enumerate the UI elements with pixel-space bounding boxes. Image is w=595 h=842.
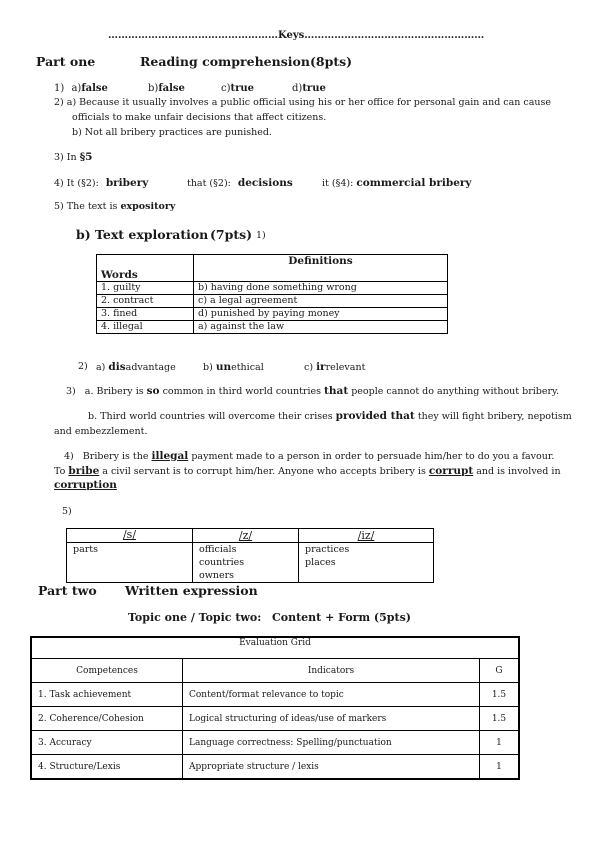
col-definitions: Definitions <box>194 255 448 282</box>
fill-word-corrupt: corrupt <box>428 465 474 477</box>
q1-c <box>221 83 254 94</box>
fill-t4: a civil servant is to corrupt him/her. Anyone who accepts bribery is <box>102 466 426 477</box>
combine-number: 3) <box>66 386 76 397</box>
grid-title-row <box>31 637 519 659</box>
q5-answer <box>54 201 175 212</box>
table-row <box>97 308 448 321</box>
prefix-b-rest: ethical <box>231 362 264 373</box>
combine-b-provided-that: provided that <box>335 410 415 422</box>
table-row <box>97 282 448 295</box>
s-word: parts <box>73 544 98 555</box>
fill-line-1 <box>64 450 554 462</box>
q1-b-label: b) <box>148 83 159 94</box>
prefix-a-rest: advantage <box>125 362 176 373</box>
table-row <box>97 321 448 334</box>
written-expression-title: Written expression <box>125 583 258 598</box>
combine-a-2: common in third world countries <box>162 386 322 397</box>
q4-ref-2 <box>187 177 293 189</box>
competence-cell: 1. Task achievement <box>31 683 183 707</box>
combine-b-1: b. Third world countries will overcome their crises <box>88 411 333 422</box>
grade-cell: 1.5 <box>480 683 520 707</box>
combine-a-1: a. Bribery is <box>84 386 144 397</box>
prefix-b-label: b) <box>203 362 213 373</box>
prefix-c-rest: relevant <box>325 362 366 373</box>
grid-title: Evaluation Grid <box>31 637 519 659</box>
fill-line-2 <box>54 465 561 477</box>
q1-c-answer: true <box>230 83 255 94</box>
fill-number: 4) <box>64 451 74 462</box>
table-row <box>31 755 519 780</box>
col-indicators: Indicators <box>183 659 480 683</box>
table-header-row <box>31 659 519 683</box>
q2-a-line1 <box>54 97 551 108</box>
indicator-cell: Logical structuring of ideas/use of markers <box>183 707 480 731</box>
combine-a-that: that <box>324 385 349 397</box>
iz-word: places <box>305 557 336 568</box>
definition-cell: c) a legal agreement <box>194 295 448 308</box>
combine-a-3: people cannot do anything without bribery. <box>351 386 560 397</box>
q4-p2: that (§2): <box>187 178 231 189</box>
q4-ref-3 <box>322 177 472 189</box>
competence-cell: 2. Coherence/Cohesion <box>31 707 183 731</box>
topic-points: Content + Form (5pts) <box>272 611 411 624</box>
prefix-b-bold: un <box>215 361 232 373</box>
sounds-table <box>66 528 434 583</box>
grade-cell: 1 <box>480 731 520 755</box>
combine-a-so: so <box>146 385 160 397</box>
q1-d-answer: true <box>302 83 326 94</box>
q3-paragraph: §5 <box>79 151 93 163</box>
s-cell <box>67 543 193 583</box>
table-row <box>67 543 434 583</box>
fill-t3: To <box>54 466 66 477</box>
prefix-c-bold: ir <box>316 361 326 373</box>
grade-cell: 1.5 <box>480 707 520 731</box>
prefix-b <box>203 361 264 373</box>
definition-cell: d) punished by paying money <box>194 308 448 321</box>
combine-b-2: they will fight bribery, nepotism <box>417 411 572 422</box>
indicator-cell: Language correctness: Spelling/punctuation <box>183 731 480 755</box>
combine-b <box>88 410 572 422</box>
z-word: countries <box>199 557 245 568</box>
combine-b-3: and embezzlement. <box>54 426 148 437</box>
q1-a-answer: false <box>81 83 108 94</box>
iz-word: practices <box>305 544 350 555</box>
competence-cell: 3. Accuracy <box>31 731 183 755</box>
keys-header: ……………………………………………Keys……………………………………………… <box>108 30 485 41</box>
fill-word-illegal: illegal <box>151 450 189 462</box>
q4-a1: bribery <box>105 177 149 189</box>
combine-a <box>66 385 559 397</box>
indicator-cell: Appropriate structure / lexis <box>183 755 480 780</box>
q2-number: 2) <box>54 97 64 108</box>
q3-text: 3) In <box>54 152 77 163</box>
reading-title: Reading comprehension <box>140 54 310 69</box>
table-header-row <box>97 255 448 282</box>
indicator-cell: Content/format relevance to topic <box>183 683 480 707</box>
z-word: owners <box>199 570 235 581</box>
q4-p3: it (§4): <box>322 178 354 189</box>
fill-t2: payment made to a person in order to persuade him/her to do you a favour. <box>191 451 555 462</box>
reading-points: (8pts) <box>310 54 353 69</box>
col-competences: Competences <box>31 659 183 683</box>
q4-p1: 4) It (§2): <box>54 178 99 189</box>
prefix-c <box>304 361 365 373</box>
q1-a-label: a) <box>71 83 82 94</box>
prefix-a <box>96 361 176 373</box>
table-row <box>31 707 519 731</box>
col-g: G <box>480 659 520 683</box>
word-cell: 3. fined <box>97 308 194 321</box>
q5-text: 5) The text is <box>54 201 118 212</box>
definition-cell: b) having done something wrong <box>194 282 448 295</box>
words-definitions-table <box>96 254 448 334</box>
q2-a-line2: officials to make unfair decisions that affect citizens. <box>72 112 327 123</box>
q4-ref-1 <box>54 177 148 189</box>
prefix-a-bold: dis <box>108 361 126 373</box>
q4-a3: commercial bribery <box>356 177 472 189</box>
word-cell: 2. contract <box>97 295 194 308</box>
q1-number: 1) <box>54 83 65 94</box>
z-cell <box>193 543 299 583</box>
table-row <box>31 683 519 707</box>
q1-c-label: c) <box>221 83 231 94</box>
col-words: Words <box>97 255 194 282</box>
exploration-title: b) Text exploration <box>76 227 209 242</box>
part-two-label: Part two <box>38 583 97 598</box>
col-s: /s/ <box>67 529 193 543</box>
competence-cell: 4. Structure/Lexis <box>31 755 183 780</box>
sounds-number: 5) <box>62 506 72 517</box>
definition-cell: a) against the law <box>194 321 448 334</box>
topic-label: Topic one / Topic two: <box>128 611 262 624</box>
table-row <box>31 731 519 755</box>
q3-answer <box>54 151 92 163</box>
table-row <box>97 295 448 308</box>
prefix-a-label: a) <box>96 362 106 373</box>
col-z: /z/ <box>193 529 299 543</box>
prefix-q-number: 2) <box>78 361 88 372</box>
exploration-points: (7pts) <box>210 227 253 242</box>
z-word: officials <box>199 544 237 555</box>
evaluation-grid <box>30 636 520 780</box>
fill-word-bribe: bribe <box>68 465 100 477</box>
word-cell: 4. illegal <box>97 321 194 334</box>
prefix-c-label: c) <box>304 362 314 373</box>
col-iz: /iz/ <box>299 529 434 543</box>
fill-t5: and is involved in <box>476 466 561 477</box>
q1-b-answer: false <box>158 83 185 94</box>
q1-b <box>148 83 185 94</box>
q2-b: b) Not all bribery practices are punished. <box>72 127 272 138</box>
part-one-label: Part one <box>36 54 96 69</box>
q1-d <box>292 83 326 94</box>
fill-word-corruption: corruption <box>54 479 117 491</box>
q1-d-label: d) <box>292 83 303 94</box>
word-cell: 1. guilty <box>97 282 194 295</box>
q4-a2: decisions <box>237 177 293 189</box>
q1-answers <box>54 83 108 94</box>
table-header-row <box>67 529 434 543</box>
fill-t1: Bribery is the <box>82 451 149 462</box>
grade-cell: 1 <box>480 755 520 780</box>
q2-a-text-1: a) Because it usually involves a public official using his or her office for personal gain and can cause <box>66 97 552 108</box>
q5-type: expository <box>120 201 176 212</box>
exploration-q1-number: 1) <box>256 230 266 241</box>
iz-cell <box>299 543 434 583</box>
